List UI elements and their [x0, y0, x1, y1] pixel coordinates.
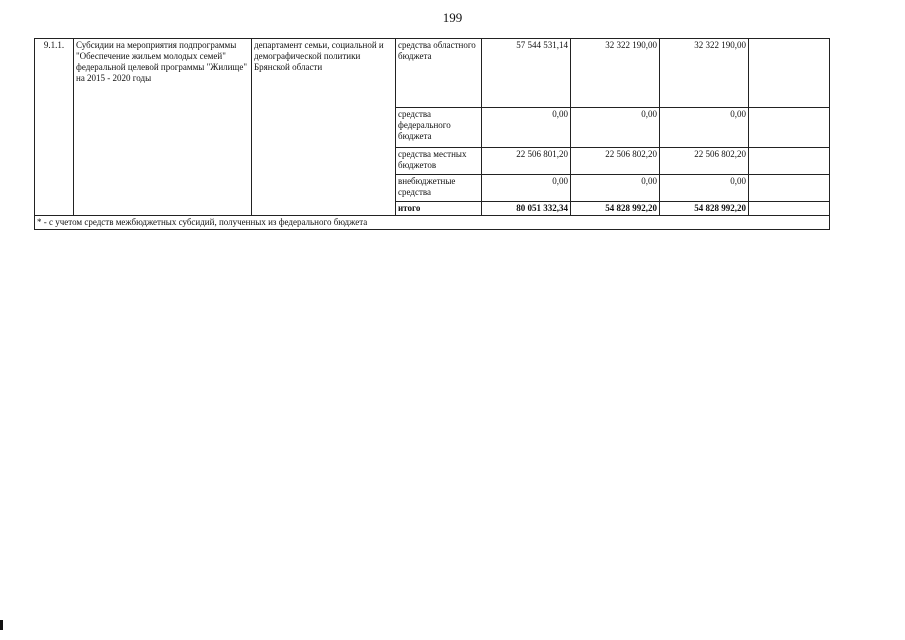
- source-label: средства областного бюджета: [396, 39, 482, 108]
- value-cell: 54 828 992,20: [571, 202, 660, 216]
- page-number: 199: [442, 10, 463, 25]
- value-cell: 0,00: [571, 108, 660, 148]
- footnote: * - с учетом средств межбюджетных субсидий, полученных из федерального бюджета: [35, 216, 830, 230]
- value-cell: 0,00: [482, 175, 571, 202]
- value-cell: 32 322 190,00: [660, 39, 749, 108]
- budget-table: [34, 38, 830, 230]
- empty-cell: [749, 202, 830, 216]
- empty-cell: [749, 39, 830, 108]
- row-number: 9.1.1.: [35, 39, 74, 216]
- value-cell: 22 506 802,20: [660, 148, 749, 175]
- scan-edge-mark: [0, 620, 3, 630]
- source-label: средства местных бюджетов: [396, 148, 482, 175]
- table-row: [35, 39, 830, 108]
- value-cell: 0,00: [660, 175, 749, 202]
- value-cell: 80 051 332,34: [482, 202, 571, 216]
- value-cell: 22 506 802,20: [571, 148, 660, 175]
- measure-name: Субсидии на мероприятия подпрограммы "Обеспечение жильем молодых семей" федеральной целевой программы "Жилище" на 2015 - 2020 годы: [74, 39, 252, 216]
- value-cell: 32 322 190,00: [571, 39, 660, 108]
- value-cell: 0,00: [482, 108, 571, 148]
- value-cell: 0,00: [571, 175, 660, 202]
- source-label: итого: [396, 202, 482, 216]
- footnote-row: [35, 216, 830, 230]
- value-cell: 57 544 531,14: [482, 39, 571, 108]
- executor-name: департамент семьи, социальной и демографической политики Брянской области: [252, 39, 396, 216]
- empty-cell: [749, 108, 830, 148]
- empty-cell: [749, 148, 830, 175]
- source-label: внебюджетные средства: [396, 175, 482, 202]
- value-cell: 0,00: [660, 108, 749, 148]
- empty-cell: [749, 175, 830, 202]
- value-cell: 54 828 992,20: [660, 202, 749, 216]
- value-cell: 22 506 801,20: [482, 148, 571, 175]
- source-label: средства федерального бюджета: [396, 108, 482, 148]
